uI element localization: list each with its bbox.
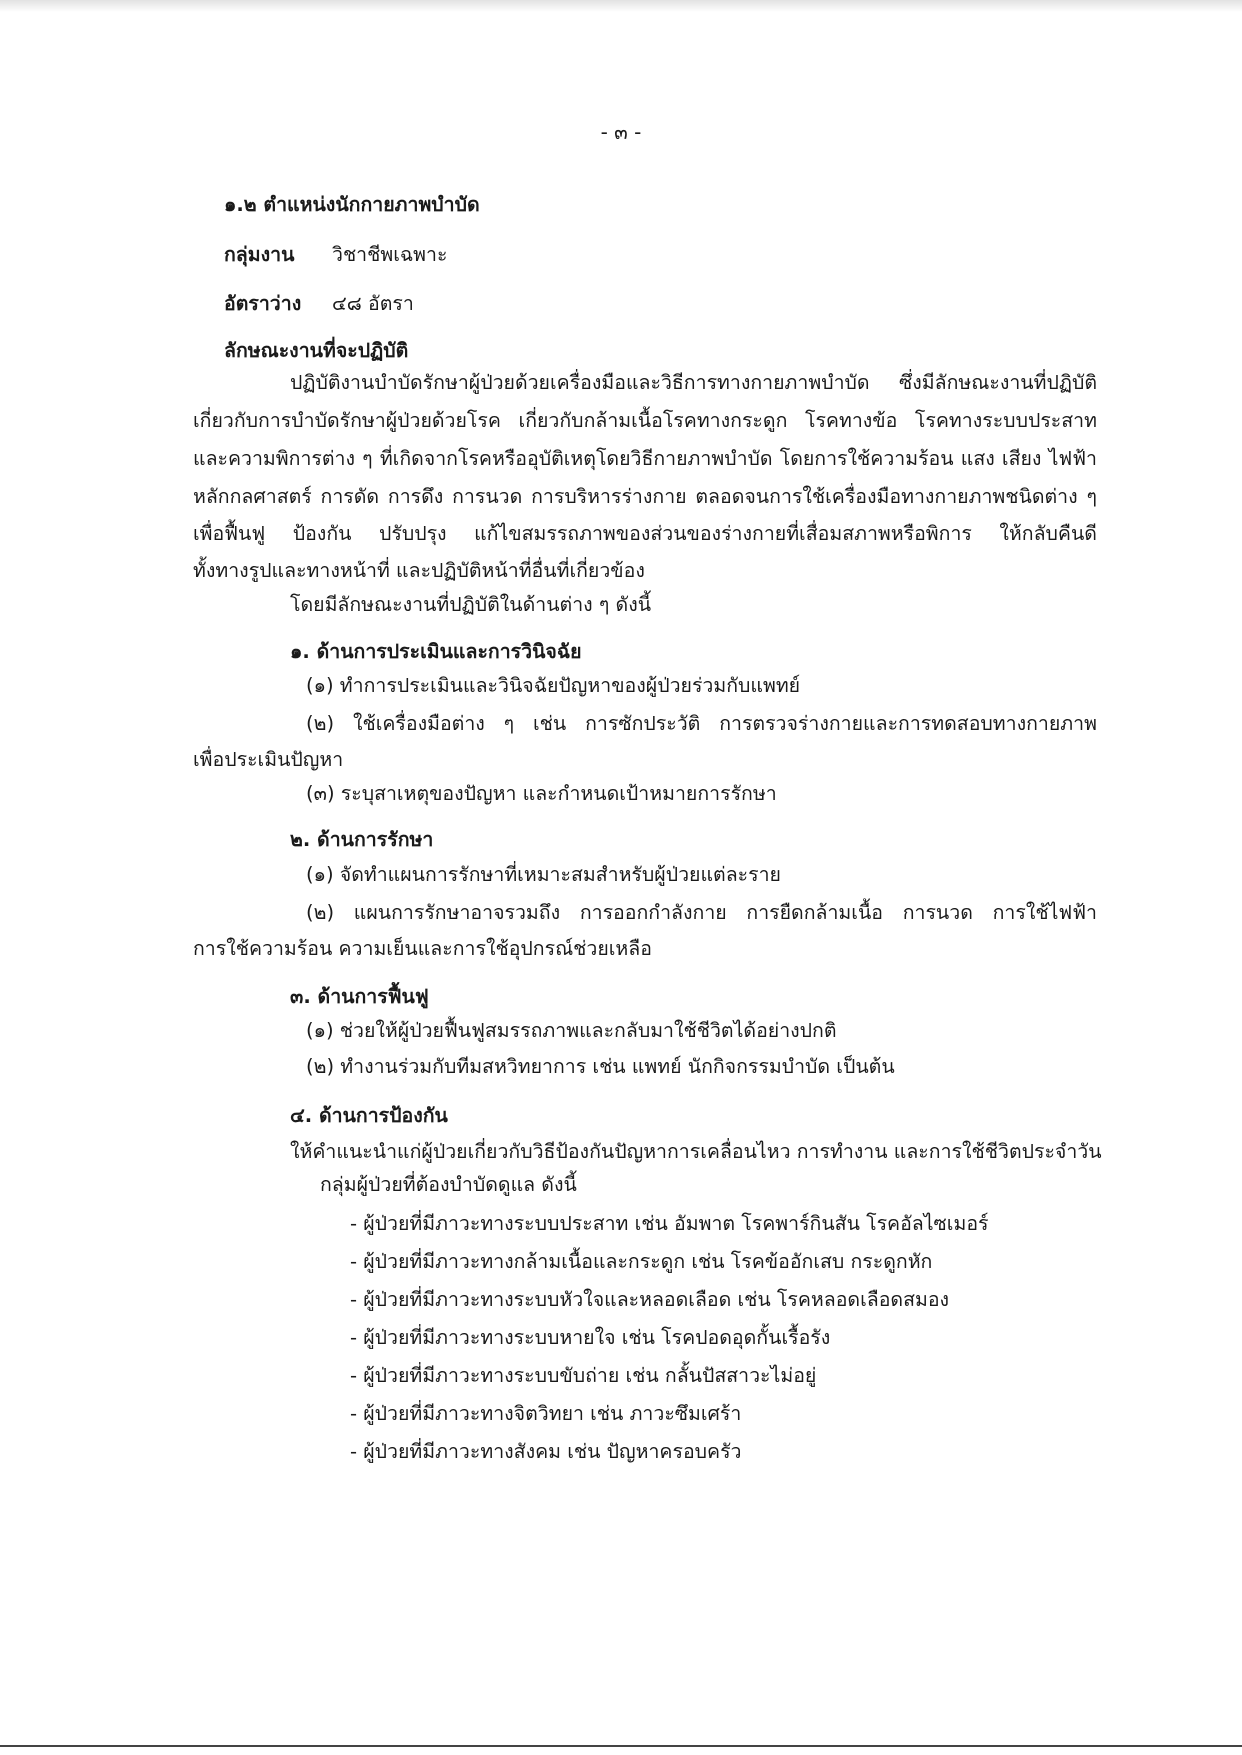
scan-top-edge <box>0 0 1242 12</box>
description-line: ปฏิบัติงานบำบัดรักษาผู้ป่วยด้วยเครื่องมือและวิธีการทางกายภาพบำบัด ซึ่งมีลักษณะงานที่ปฏิบัติ <box>290 371 1097 394</box>
vacancy-label: อัตราว่าง <box>224 292 302 315</box>
list-item: - ผู้ป่วยที่มีภาวะทางสังคม เช่น ปัญหาครอบครัว <box>350 1440 742 1463</box>
section-title: ๑. ด้านการประเมินและการวินิจฉัย <box>290 640 582 663</box>
description-line: และความพิการต่าง ๆ ที่เกิดจากโรคหรืออุบัติเหตุโดยวิธีกายภาพบำบัด โดยการใช้ความร้อน แสง เสียง ไฟฟ้า <box>193 447 1097 470</box>
section-item: ให้คำแนะนำแก่ผู้ป่วยเกี่ยวกับวิธีป้องกันปัญหาการเคลื่อนไหว การทำงาน และการใช้ชีวิตประจำวัน <box>290 1140 1102 1163</box>
vacancy-value: ๔๘ อัตรา <box>332 292 414 315</box>
section-title: ๓. ด้านการฟื้นฟู <box>290 985 429 1008</box>
section-item: (๒) ทำงานร่วมกับทีมสหวิทยาการ เช่น แพทย์ นักกิจกรรมบำบัด เป็นต้น <box>306 1055 895 1078</box>
description-line: ทั้งทางรูปและทางหน้าที่ และปฏิบัติหน้าที่อื่นที่เกี่ยวข้อง <box>193 559 645 582</box>
section-item: กลุ่มผู้ป่วยที่ต้องบำบัดดูแล ดังนี้ <box>320 1173 577 1196</box>
page-number: - ๓ - <box>600 120 642 144</box>
section-item: (๓) ระบุสาเหตุของปัญหา และกำหนดเป้าหมายการรักษา <box>306 782 777 805</box>
group-value: วิชาชีพเฉพาะ <box>332 243 448 266</box>
description-line: เกี่ยวกับการบำบัดรักษาผู้ป่วยด้วยโรค เกี่ยวกับกล้ามเนื้อโรคทางกระดูก โรคทางข้อ โรคทางระบบประสาท <box>193 409 1097 432</box>
section-item: เพื่อประเมินปัญหา <box>193 748 344 771</box>
section-item: (๒) ใช้เครื่องมือต่าง ๆ เช่น การซักประวัติ การตรวจร่างกายและการทดสอบทางกายภาพ <box>306 712 1097 735</box>
list-item: - ผู้ป่วยที่มีภาวะทางกล้ามเนื้อและกระดูก เช่น โรคข้ออักเสบ กระดูกหัก <box>350 1250 933 1273</box>
list-item: - ผู้ป่วยที่มีภาวะทางระบบประสาท เช่น อัมพาต โรคพาร์กินสัน โรคอัลไซเมอร์ <box>350 1212 989 1235</box>
section-item: (๑) ช่วยให้ผู้ป่วยฟื้นฟูสมรรถภาพและกลับมาใช้ชีวิตได้อย่างปกติ <box>306 1019 837 1042</box>
scan-bottom-edge <box>0 1745 1242 1747</box>
description-line: เพื่อฟื้นฟู ป้องกัน ปรับปรุง แก้ไขสมรรถภาพของส่วนของร่างกายที่เสื่อมสภาพหรือพิการ ให้กลับคืนดี <box>193 522 1097 545</box>
list-item: - ผู้ป่วยที่มีภาวะทางจิตวิทยา เช่น ภาวะซึมเศร้า <box>350 1402 742 1425</box>
section-item: (๑) ทำการประเมินและวินิจฉัยปัญหาของผู้ป่วยร่วมกับแพทย์ <box>306 674 801 697</box>
group-label: กลุ่มงาน <box>224 243 295 266</box>
section-item: การใช้ความร้อน ความเย็นและการใช้อุปกรณ์ช่วยเหลือ <box>193 937 652 960</box>
description-line: หลักกลศาสตร์ การดัด การดึง การนวด การบริหารร่างกาย ตลอดจนการใช้เครื่องมือทางกายภาพชนิดต่าง ๆ <box>193 485 1097 508</box>
intro-line: โดยมีลักษณะงานที่ปฏิบัติในด้านต่าง ๆ ดังนี้ <box>290 593 652 616</box>
duties-heading: ลักษณะงานที่จะปฏิบัติ <box>224 339 409 362</box>
list-item: - ผู้ป่วยที่มีภาวะทางระบบหัวใจและหลอดเลือด เช่น โรคหลอดเลือดสมอง <box>350 1288 950 1311</box>
section-item: (๒) แผนการรักษาอาจรวมถึง การออกกำลังกาย การยืดกล้ามเนื้อ การนวด การใช้ไฟฟ้า <box>306 901 1097 924</box>
section-item: (๑) จัดทำแผนการรักษาที่เหมาะสมสำหรับผู้ป่วยแต่ละราย <box>306 863 781 886</box>
list-item: - ผู้ป่วยที่มีภาวะทางระบบหายใจ เช่น โรคปอดอุดกั้นเรื้อรัง <box>350 1326 831 1349</box>
position-heading: ๑.๒ ตำแหน่งนักกายภาพบำบัด <box>224 193 480 216</box>
section-title: ๒. ด้านการรักษา <box>290 828 434 851</box>
list-item: - ผู้ป่วยที่มีภาวะทางระบบขับถ่าย เช่น กลั้นปัสสาวะไม่อยู่ <box>350 1364 817 1387</box>
section-title: ๔. ด้านการป้องกัน <box>290 1104 448 1127</box>
